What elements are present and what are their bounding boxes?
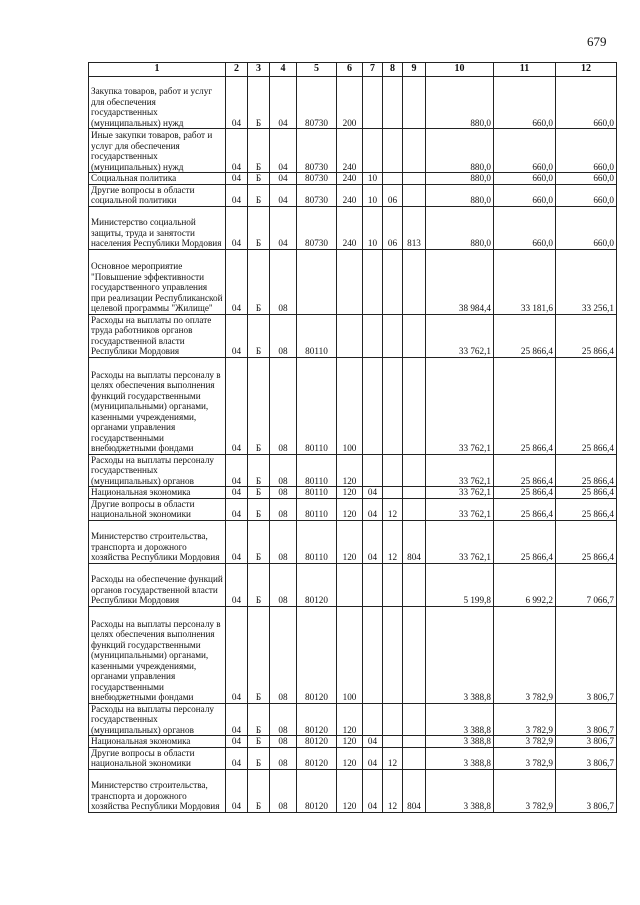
table-row <box>89 736 617 748</box>
table-cell: 04 <box>226 454 248 487</box>
table-cell <box>403 184 426 206</box>
table-cell: 04 <box>226 769 248 812</box>
table-cell: 80110 <box>297 454 337 487</box>
table-cell <box>383 563 403 606</box>
table-cell <box>363 454 383 487</box>
table-cell: 25 866,4 <box>494 314 556 357</box>
row-name-cell: Национальная экономика <box>89 487 226 499</box>
table-row <box>89 520 617 563</box>
table-cell <box>403 357 426 454</box>
column-header-3: 3 <box>248 63 270 77</box>
row-name-cell: Расходы на выплаты персоналу государственных (муниципальных) органов <box>89 703 226 736</box>
table-cell: 33 762,1 <box>426 498 494 520</box>
table-cell: 3 388,8 <box>426 769 494 812</box>
table-cell: 120 <box>337 487 363 499</box>
table-cell: 08 <box>270 249 297 314</box>
table-cell: 04 <box>226 357 248 454</box>
table-cell <box>363 77 383 129</box>
table-cell <box>403 563 426 606</box>
table-cell: 660,0 <box>494 129 556 173</box>
table-cell: Б <box>248 173 270 185</box>
table-cell: 25 866,4 <box>494 487 556 499</box>
table-cell <box>383 314 403 357</box>
table-cell: 660,0 <box>556 206 617 249</box>
table-cell: 25 866,4 <box>556 454 617 487</box>
header-row <box>89 63 617 77</box>
table-row <box>89 249 617 314</box>
table-cell: 04 <box>226 606 248 703</box>
table-cell: 120 <box>337 703 363 736</box>
table-cell: 3 806,7 <box>556 747 617 769</box>
table-cell <box>403 77 426 129</box>
table-cell <box>403 314 426 357</box>
table-row <box>89 606 617 703</box>
table-cell: 120 <box>337 520 363 563</box>
table-cell: 33 256,1 <box>556 249 617 314</box>
table-cell <box>403 606 426 703</box>
table-cell: 80730 <box>297 206 337 249</box>
table-cell <box>337 249 363 314</box>
table-cell: 3 388,8 <box>426 736 494 748</box>
table-cell <box>383 454 403 487</box>
table-cell: 120 <box>337 454 363 487</box>
column-header-5: 5 <box>297 63 337 77</box>
table-cell <box>383 357 403 454</box>
table-cell: 04 <box>270 173 297 185</box>
table-cell <box>403 454 426 487</box>
table-cell: Б <box>248 606 270 703</box>
table-cell: 12 <box>383 498 403 520</box>
table-cell: Б <box>248 184 270 206</box>
row-name-cell: Закупка товаров, работ и услуг для обеспечения государственных (муниципальных) нужд <box>89 77 226 129</box>
table-row <box>89 769 617 812</box>
table-cell: 3 806,7 <box>556 736 617 748</box>
table-cell: 08 <box>270 520 297 563</box>
table-row <box>89 184 617 206</box>
table-cell <box>363 606 383 703</box>
table-cell <box>403 736 426 748</box>
table-cell: 33 762,1 <box>426 357 494 454</box>
table-cell: Б <box>248 129 270 173</box>
table-cell: 25 866,4 <box>556 357 617 454</box>
table-cell: 04 <box>226 736 248 748</box>
table-row <box>89 454 617 487</box>
table-cell: Б <box>248 563 270 606</box>
table-cell: 08 <box>270 454 297 487</box>
row-name-cell: Социальная политика <box>89 173 226 185</box>
table-cell: 7 066,7 <box>556 563 617 606</box>
table-row <box>89 747 617 769</box>
table-cell: 80120 <box>297 563 337 606</box>
table-cell: 04 <box>363 520 383 563</box>
table-cell: 08 <box>270 314 297 357</box>
table-cell: 04 <box>270 77 297 129</box>
table-cell: 08 <box>270 563 297 606</box>
row-name-cell: Другие вопросы в области социальной политики <box>89 184 226 206</box>
table-cell: 04 <box>226 314 248 357</box>
table-cell: Б <box>248 736 270 748</box>
table-cell: 660,0 <box>494 206 556 249</box>
column-header-11: 11 <box>494 63 556 77</box>
table-cell: 240 <box>337 184 363 206</box>
table-cell: Б <box>248 314 270 357</box>
table-cell: 660,0 <box>556 173 617 185</box>
table-cell <box>403 498 426 520</box>
table-cell: 660,0 <box>556 129 617 173</box>
table-cell: 12 <box>383 520 403 563</box>
table-cell: 880,0 <box>426 184 494 206</box>
table-cell: 3 388,8 <box>426 703 494 736</box>
table-cell: 120 <box>337 769 363 812</box>
table-cell: 12 <box>383 769 403 812</box>
table-cell: 813 <box>403 206 426 249</box>
table-cell: Б <box>248 769 270 812</box>
table-cell: 25 866,4 <box>494 357 556 454</box>
table-cell: 04 <box>226 487 248 499</box>
table-cell: 04 <box>226 206 248 249</box>
table-cell: 3 806,7 <box>556 703 617 736</box>
table-cell <box>363 314 383 357</box>
table-cell: 80120 <box>297 769 337 812</box>
table-cell <box>363 249 383 314</box>
table-cell: 08 <box>270 606 297 703</box>
table-cell: 06 <box>383 206 403 249</box>
table-row <box>89 314 617 357</box>
table-cell: Б <box>248 249 270 314</box>
table-row <box>89 129 617 173</box>
table-cell: 80730 <box>297 184 337 206</box>
table-cell <box>383 606 403 703</box>
table-cell: Б <box>248 487 270 499</box>
table-cell: 33 762,1 <box>426 487 494 499</box>
table-cell: 04 <box>363 769 383 812</box>
table-cell <box>383 703 403 736</box>
budget-table <box>88 62 617 813</box>
table-cell: 240 <box>337 206 363 249</box>
table-cell: 25 866,4 <box>494 454 556 487</box>
table-cell: 04 <box>226 747 248 769</box>
table-cell: 6 992,2 <box>494 563 556 606</box>
table-cell: 08 <box>270 747 297 769</box>
table-row <box>89 357 617 454</box>
table-cell: 08 <box>270 736 297 748</box>
table-cell: 3 388,8 <box>426 606 494 703</box>
table-cell: 80730 <box>297 129 337 173</box>
column-header-8: 8 <box>383 63 403 77</box>
table-row <box>89 173 617 185</box>
table-cell: 3 782,9 <box>494 736 556 748</box>
row-name-cell: Министерство строительства, транспорта и дорожного хозяйства Республики Мордовия <box>89 769 226 812</box>
table-cell: 100 <box>337 357 363 454</box>
row-name-cell: Расходы на выплаты по оплате труда работников органов государственной власти Республики Мордовия <box>89 314 226 357</box>
row-name-cell: Министерство строительства, транспорта и дорожного хозяйства Республики Мордовия <box>89 520 226 563</box>
table-cell: 04 <box>270 184 297 206</box>
table-row <box>89 206 617 249</box>
table-cell: 33 762,1 <box>426 520 494 563</box>
row-name-cell: Иные закупки товаров, работ и услуг для обеспечения государственных (муниципальных) нужд <box>89 129 226 173</box>
table-cell: 08 <box>270 703 297 736</box>
table-cell: 04 <box>226 129 248 173</box>
table-cell: 04 <box>270 129 297 173</box>
table-cell: 04 <box>363 747 383 769</box>
table-cell <box>383 487 403 499</box>
table-cell <box>363 563 383 606</box>
column-header-12: 12 <box>556 63 617 77</box>
table-cell: 880,0 <box>426 206 494 249</box>
column-header-7: 7 <box>363 63 383 77</box>
table-cell: 04 <box>226 249 248 314</box>
table-cell: 80120 <box>297 703 337 736</box>
table-cell: 880,0 <box>426 77 494 129</box>
column-header-9: 9 <box>403 63 426 77</box>
table-row <box>89 498 617 520</box>
table-cell: 120 <box>337 736 363 748</box>
table-cell <box>383 736 403 748</box>
table-cell: 33 181,6 <box>494 249 556 314</box>
table-cell: 240 <box>337 173 363 185</box>
table-cell: 3 782,9 <box>494 747 556 769</box>
row-name-cell: Национальная экономика <box>89 736 226 748</box>
table-cell: 660,0 <box>556 77 617 129</box>
table-cell: 25 866,4 <box>556 314 617 357</box>
table-cell <box>363 703 383 736</box>
table-cell <box>383 249 403 314</box>
table-cell <box>363 129 383 173</box>
table-cell: 3 806,7 <box>556 769 617 812</box>
table-cell: 33 762,1 <box>426 314 494 357</box>
table-cell: 25 866,4 <box>494 520 556 563</box>
table-cell: 12 <box>383 747 403 769</box>
table-cell <box>337 314 363 357</box>
table-cell: 804 <box>403 520 426 563</box>
table-cell: 04 <box>226 520 248 563</box>
table-cell: 100 <box>337 606 363 703</box>
table-cell: 33 762,1 <box>426 454 494 487</box>
table-cell: 120 <box>337 747 363 769</box>
table-cell: 880,0 <box>426 173 494 185</box>
table-cell: 10 <box>363 206 383 249</box>
table-cell: 25 866,4 <box>556 520 617 563</box>
table-cell: 04 <box>363 498 383 520</box>
row-name-cell: Расходы на выплаты персоналу в целях обеспечения выполнения функций государственными (муниципальными) органами, казенными учреждениями, органами управления государственными внебюджетными фондами <box>89 357 226 454</box>
row-name-cell: Другие вопросы в области национальной экономики <box>89 498 226 520</box>
table-cell: 880,0 <box>426 129 494 173</box>
table-cell: 25 866,4 <box>556 487 617 499</box>
table-cell: 08 <box>270 487 297 499</box>
table-cell: 80120 <box>297 747 337 769</box>
table-cell: 80730 <box>297 173 337 185</box>
table-row <box>89 77 617 129</box>
table-cell: 80120 <box>297 736 337 748</box>
table-cell: 3 782,9 <box>494 703 556 736</box>
table-cell <box>403 129 426 173</box>
table-cell: 25 866,4 <box>556 498 617 520</box>
table-cell: 80110 <box>297 498 337 520</box>
table-cell: 80120 <box>297 606 337 703</box>
table-cell <box>403 747 426 769</box>
column-header-6: 6 <box>337 63 363 77</box>
table-cell: 660,0 <box>556 184 617 206</box>
page-number: 679 <box>587 34 607 49</box>
row-name-cell: Расходы на выплаты персоналу в целях обеспечения выполнения функций государственными (муниципальными) органами, казенными учреждениями, органами управления государственными внебюджетными фондами <box>89 606 226 703</box>
row-name-cell: Основное мероприятие "Повышение эффективности государственного управления при реализации Республиканской целевой программы "Жилище" <box>89 249 226 314</box>
table-cell: 3 388,8 <box>426 747 494 769</box>
table-body <box>89 77 617 813</box>
table-cell: 04 <box>226 184 248 206</box>
table-cell: 08 <box>270 357 297 454</box>
table-cell: 10 <box>363 173 383 185</box>
row-name-cell: Расходы на обеспечение функций органов государственной власти Республики Мордовия <box>89 563 226 606</box>
table-cell <box>403 249 426 314</box>
table-cell <box>363 357 383 454</box>
table-cell: Б <box>248 520 270 563</box>
table-cell: 80110 <box>297 520 337 563</box>
table-cell: Б <box>248 498 270 520</box>
table-cell: 660,0 <box>494 184 556 206</box>
table-cell: Б <box>248 454 270 487</box>
column-header-10: 10 <box>426 63 494 77</box>
table-row <box>89 487 617 499</box>
table-cell <box>297 249 337 314</box>
table-cell: 660,0 <box>494 173 556 185</box>
table-cell: 660,0 <box>494 77 556 129</box>
table-cell: 25 866,4 <box>494 498 556 520</box>
table-cell: Б <box>248 357 270 454</box>
table-cell <box>337 563 363 606</box>
table-cell: 80730 <box>297 77 337 129</box>
table-cell: 804 <box>403 769 426 812</box>
table-cell: 240 <box>337 129 363 173</box>
table-cell: 3 782,9 <box>494 606 556 703</box>
column-header-2: 2 <box>226 63 248 77</box>
table-cell <box>403 173 426 185</box>
table-cell: 08 <box>270 769 297 812</box>
table-cell: 10 <box>363 184 383 206</box>
table-cell: 04 <box>226 498 248 520</box>
table-row <box>89 563 617 606</box>
table-cell: Б <box>248 703 270 736</box>
table-cell: 04 <box>226 173 248 185</box>
table-cell: 5 199,8 <box>426 563 494 606</box>
table-cell: 04 <box>226 77 248 129</box>
row-name-cell: Другие вопросы в области национальной экономики <box>89 747 226 769</box>
table-cell: 80110 <box>297 487 337 499</box>
column-header-4: 4 <box>270 63 297 77</box>
table-cell: 04 <box>226 703 248 736</box>
table-cell: 04 <box>226 563 248 606</box>
table-cell <box>383 129 403 173</box>
table-cell: 38 984,4 <box>426 249 494 314</box>
table-cell: 04 <box>363 487 383 499</box>
column-header-1: 1 <box>89 63 226 77</box>
table-cell: Б <box>248 206 270 249</box>
table-cell: 06 <box>383 184 403 206</box>
table-cell: 80110 <box>297 357 337 454</box>
table-cell: 08 <box>270 498 297 520</box>
table-cell <box>403 487 426 499</box>
table-cell: 80110 <box>297 314 337 357</box>
row-name-cell: Министерство социальной защиты, труда и занятости населения Республики Мордовия <box>89 206 226 249</box>
table-cell: Б <box>248 747 270 769</box>
table-cell: 3 806,7 <box>556 606 617 703</box>
table-row <box>89 703 617 736</box>
table-cell <box>403 703 426 736</box>
row-name-cell: Расходы на выплаты персоналу государственных (муниципальных) органов <box>89 454 226 487</box>
table-cell: 120 <box>337 498 363 520</box>
table-cell <box>383 173 403 185</box>
table-cell: 3 782,9 <box>494 769 556 812</box>
table-cell: 200 <box>337 77 363 129</box>
table-cell: 04 <box>363 736 383 748</box>
table-cell: Б <box>248 77 270 129</box>
table-cell: 04 <box>270 206 297 249</box>
table-cell <box>383 77 403 129</box>
